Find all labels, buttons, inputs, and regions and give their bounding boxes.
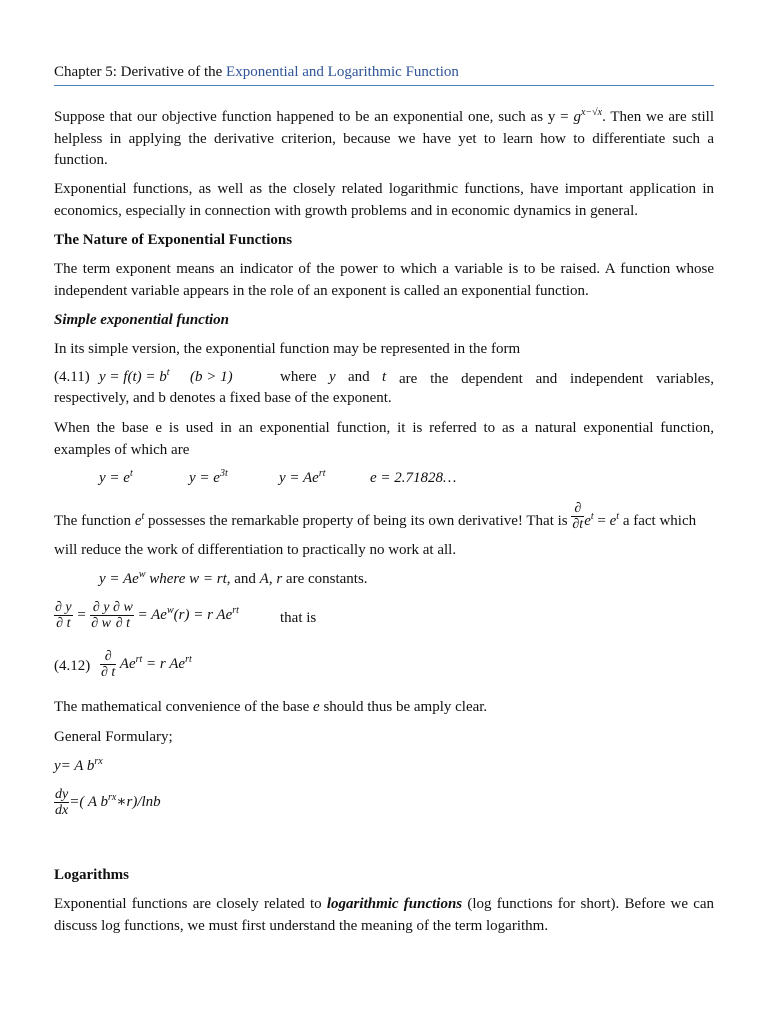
paragraph-logarithms: Exponential functions are closely related to logarithmic functions (log functions for short). Before we can discuss log functions, we must first understand the meaning of the term logarithm. <box>54 896 715 934</box>
intro-text-end: . Then we are still helpless in applying the derivative criterion, because we have yet to learn how to differentiate such a function. <box>54 109 715 168</box>
paragraph-own-derivative-line2: will reduce the work of differentiation to practically no work at all. <box>54 542 457 558</box>
eq-4-11-y: y <box>329 369 336 385</box>
eq-4-11-and: and <box>348 369 370 385</box>
eq-4-11-lhs: $y = f(t) = b^t$ <box>99 367 170 385</box>
paragraph-convenience: The mathematical convenience of the base e should thus be amply clear. <box>54 699 488 715</box>
eq-4-11-cond: (b > 1) <box>190 369 233 385</box>
paragraph-own-derivative-line1: The function $e^t$ possesses the remarkable property of being its own derivative! That is $\frac{\partial}{\partial t}$ $e^t = e^t$ a fact which <box>54 501 697 532</box>
header-highlight: Exponential and Logarithmic Function <box>226 64 459 80</box>
paragraph-simple: In its simple version, the exponential function may be represented in the form <box>54 341 521 357</box>
eq-4-11-rest: are the dependent and independent variables, <box>399 371 714 387</box>
intro-g: g <box>573 109 581 125</box>
page-header <box>54 64 714 86</box>
heading-nature: The Nature of Exponential Functions <box>54 232 293 248</box>
example-2: $y = e^{3t}$ <box>189 468 228 486</box>
eq-4-11-line2: respectively, and b denotes a fixed base of the exponent. <box>54 390 392 406</box>
chain-rule: $\frac{\partial y}{\partial t}$ = $\frac{\partial y}{\partial w}$ $\frac{\partial w}{\partial t}$ = $Ae^w(r) = r$ $Ae^{rt}$ <box>55 600 239 631</box>
eq-4-12-label: (4.12) <box>54 658 91 674</box>
paragraph-constants: $y = Ae^w$ where w = rt, and A, r are constants. <box>99 569 368 587</box>
formula-1: y= A $b^{rx}$ <box>54 756 103 774</box>
heading-logarithms: Logarithms <box>54 867 129 883</box>
eq-4-11-t: t <box>382 369 387 385</box>
example-4: e = 2.71828… <box>370 470 457 486</box>
paragraph-exponent-def: The term exponent means an indicator of the power to which a variable is to be raised. A function whose independent variable appears in the role of an exponent is called an exponential function. <box>54 261 714 299</box>
formula-2: $\frac{dy}{dx}$ =( A $b^{rx}∗r$)/lnb <box>55 787 161 818</box>
paragraph-economics: Exponential functions, as well as the closely related logarithmic functions, have important application in economics, especially in connection with growth problems and in economic dynamics in general. <box>54 181 714 219</box>
paragraph-intro <box>54 107 714 172</box>
eq-4-11-label: (4.11) <box>54 369 90 385</box>
header-prefix: Chapter 5: Derivative of the <box>54 64 227 80</box>
derivative-fraction: $\frac{\partial}{\partial t}$ <box>572 501 584 532</box>
intro-text-start: Suppose that our objective function happened to be an exponential one, such as y = <box>54 109 574 125</box>
heading-simple: Simple exponential function <box>54 312 230 328</box>
eq-4-11-where: where <box>280 369 317 385</box>
paragraph-natural: When the base e is used in an exponential function, it is referred to as a natural exponential function, examples of which are <box>54 420 714 458</box>
example-3: $y = Ae^{rt}$ <box>279 468 326 486</box>
general-formulary-label: General Formulary; <box>54 729 173 745</box>
intro-exponent: x−√x <box>580 107 603 118</box>
example-1: $y = e^t$ <box>99 468 133 486</box>
that-is-label: that is <box>280 610 317 626</box>
eq-4-12: $\frac{\partial}{\partial t}$ $Ae^{rt} = r$ $Ae^{rt}$ <box>101 649 192 680</box>
